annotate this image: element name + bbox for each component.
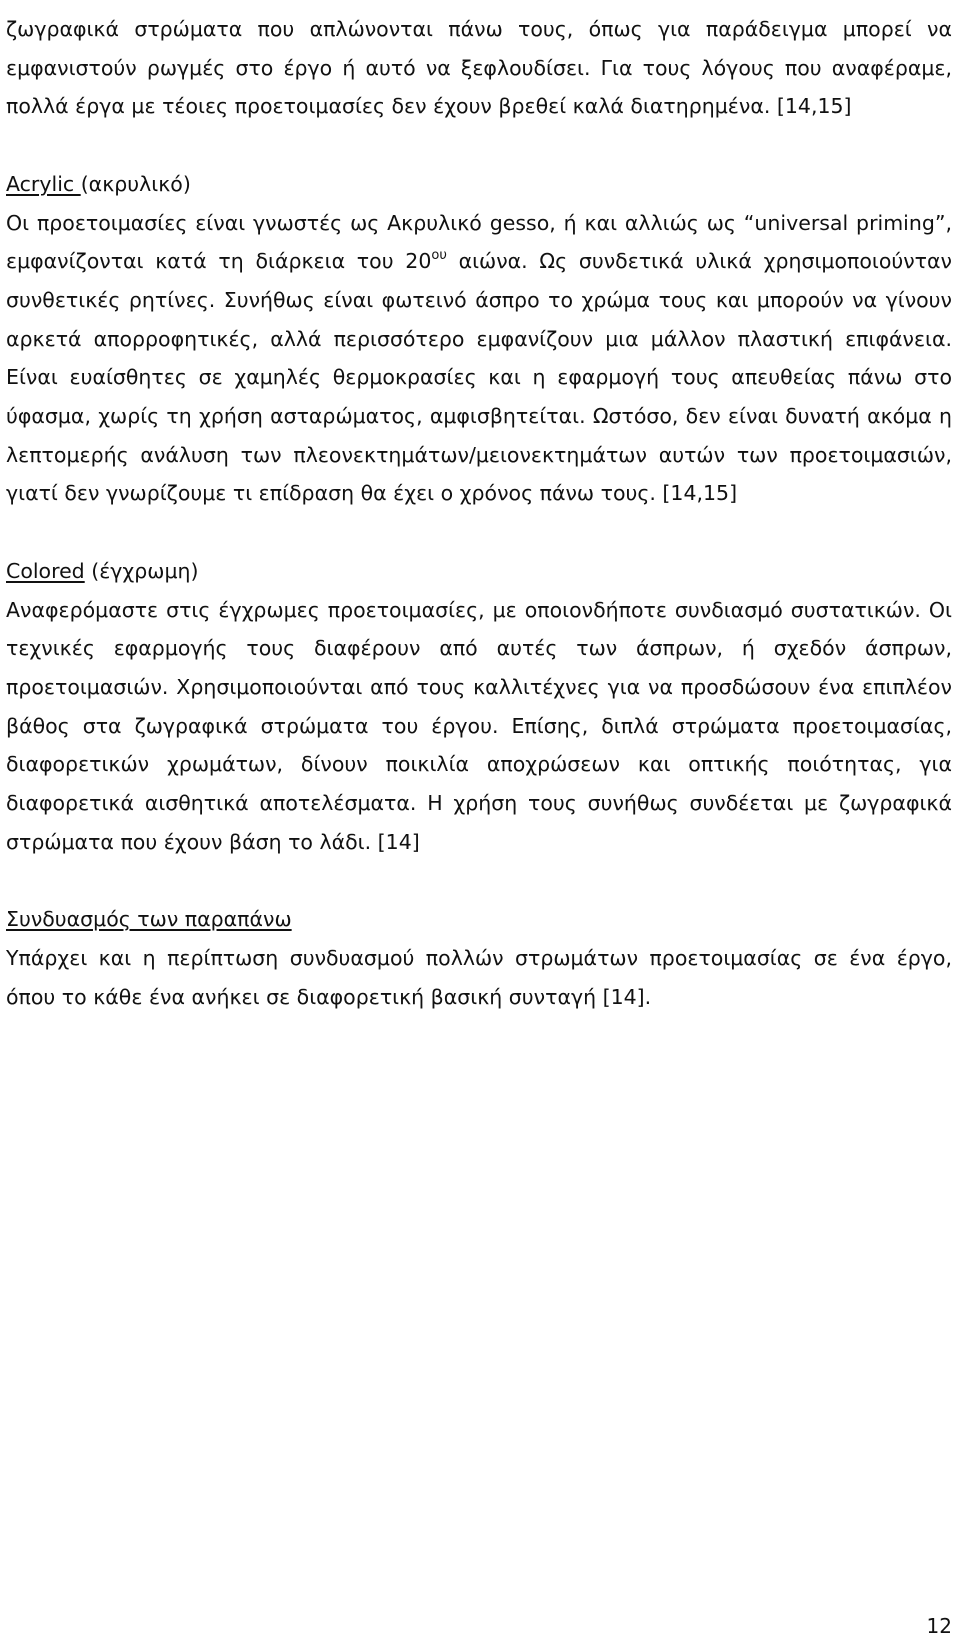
- section-paragraph-colored: Αναφερόμαστε στις έγχρωμες προετοιμασίες, με οποιονδήποτε συνδιασμό συστατικών. Οι τεχνικές εφαρμογής τους διαφέρουν από αυτές των άσπρων, ή σχεδόν άσπρων, προετοιμασιών. Χρησιμοποιούνται από τους καλλιτέχνες για να προσδώσουν ένα επιπλέον βάθος στα ζωγραφικά στρώματα του έργου. Επίσης, διπλά στρώματα προετοιμασίας, διαφορετικών χρωμάτων, δίνουν ποικιλία αποχρώσεων και οπτικής ποιότητας, για διαφορετικά αισθητικά αποτελέσματα. Η χρήση τους συνήθως συνδέεται με ζωγραφικά στρώματα που έχουν βάση το λάδι. [14]: [6, 597, 952, 854]
- acrylic-text-after-sup: αιώνα. Ως συνδετικά υλικά χρησιμοποιούνταν συνθετικές ρητίνες. Συνήθως είναι φωτεινό άσπρο το χρώμα τους και μπορούν να γίνουν αρκετά απορροφητικές, αλλά περισσότερο εμφανίζουν μια μάλλον πλαστική επιφάνεια. Είναι ευαίσθητες σε χαμηλές θερμοκρασίες και η εφαρμογή τους απευθείας πάνω στο ύφασμα, χωρίς τη χρήση ασταρώματος, αμφισβητείται. Ωστόσο, δεν είναι δυνατή ακόμα η λεπτομερής ανάλυση των πλεονεκτημάτων/μειονεκτημάτων αυτών των προετοιμασιών, γιατί δεν γνωρίζουμε τι επίδραση θα έχει ο χρόνος πάνω τους. [14,15]: [6, 249, 952, 506]
- section-heading-combination: [6, 900, 952, 939]
- section-heading-combination-term: Συνδυασμός των παραπάνω: [6, 907, 292, 932]
- section-heading-colored-term: Colored: [6, 558, 85, 583]
- section-heading-acrylic-term: Acrylic: [6, 171, 81, 196]
- superscript-ordinal: ου: [431, 248, 447, 264]
- section-heading-acrylic: [6, 165, 952, 204]
- section-heading-colored-note: (έγχρωμη): [84, 558, 199, 583]
- spacer: [6, 513, 952, 552]
- section-paragraph-combination: Υπάρχει και η περίπτωση συνδυασμού πολλών στρωμάτων προετοιμασίας σε ένα έργο, όπου το κάθε ένα ανήκει σε διαφορετική βασική συνταγή [14].: [6, 945, 952, 1009]
- page-content: [6, 10, 952, 1016]
- section-heading-acrylic-note: (ακρυλικό): [80, 171, 191, 196]
- section-heading-colored: [6, 552, 952, 591]
- page-number: 12: [926, 1614, 952, 1638]
- section-paragraph-acrylic: [6, 204, 952, 514]
- spacer: [6, 861, 952, 900]
- acrylic-text-before-sup: Οι προετοιμασίες είναι γνωστές ως Ακρυλικό gesso, ή και αλλιώς ως “universal priming”, εμφανίζονται κατά τη διάρκεια του 20: [6, 210, 952, 274]
- spacer: [6, 126, 952, 165]
- intro-paragraph: ζωγραφικά στρώματα που απλώνονται πάνω τους, όπως για παράδειγμα μπορεί να εμφανιστούν ρωγμές στο έργο ή αυτό να ξεφλουδίσει. Για τους λόγους που αναφέραμε, πολλά έργα με τέοιες προετοιμασίες δεν έχουν βρεθεί καλά διατηρημένα. [14,15]: [6, 17, 952, 119]
